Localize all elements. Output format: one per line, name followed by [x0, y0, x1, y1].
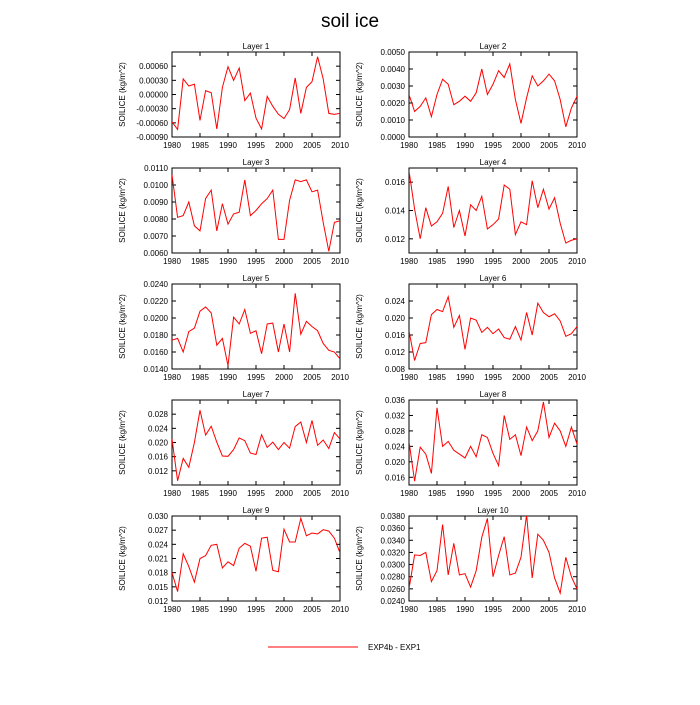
x-tick-label: 1995 — [484, 141, 502, 150]
y-tick-label: 0.0380 — [380, 512, 405, 521]
x-tick-label: 2000 — [275, 373, 293, 382]
series-line — [409, 402, 577, 481]
x-tick-label: 1980 — [400, 605, 418, 614]
y-axis-label: SOILICE (kg/m^2) — [355, 410, 364, 475]
x-tick-label: 2000 — [275, 489, 293, 498]
series-line — [172, 410, 340, 480]
x-tick-label: 1990 — [219, 141, 237, 150]
x-tick-label: 2000 — [275, 257, 293, 266]
y-tick-label: 0.0040 — [380, 65, 405, 74]
plot-frame — [172, 400, 340, 485]
x-tick-label: 2000 — [275, 605, 293, 614]
y-tick-label: 0.027 — [147, 526, 168, 536]
y-tick-label: 0.024 — [384, 442, 405, 452]
x-tick-label: 1990 — [456, 141, 474, 150]
x-tick-label: 1995 — [247, 373, 265, 382]
x-tick-label: 2005 — [540, 257, 558, 266]
panel-layer-1 — [118, 42, 349, 150]
y-tick-label: 0.0110 — [144, 164, 168, 173]
y-tick-label: 0.015 — [147, 582, 168, 592]
y-tick-label: 0.016 — [384, 178, 405, 188]
legend — [268, 643, 421, 652]
y-axis-label: SOILICE (kg/m^2) — [355, 526, 364, 591]
y-tick-label: 0.0050 — [380, 48, 405, 57]
x-tick-label: 2005 — [540, 489, 558, 498]
x-tick-label: 1990 — [219, 373, 237, 382]
y-tick-label: 0.0300 — [380, 560, 405, 570]
y-axis-label: SOILICE (kg/m^2) — [118, 178, 127, 243]
x-tick-label: 1980 — [400, 257, 418, 266]
y-tick-label: 0.0240 — [143, 280, 168, 289]
y-tick-label: 0.030 — [147, 512, 168, 521]
y-axis-label: SOILICE (kg/m^2) — [355, 294, 364, 359]
x-tick-label: 1990 — [219, 605, 237, 614]
x-tick-label: 1995 — [247, 605, 265, 614]
x-tick-label: 2010 — [568, 141, 586, 150]
x-tick-label: 1980 — [163, 489, 181, 498]
x-tick-label: 2005 — [303, 141, 321, 150]
x-tick-label: 1985 — [428, 141, 446, 150]
x-tick-label: 2000 — [512, 489, 530, 498]
legend-label: EXP4b - EXP1 — [368, 643, 421, 652]
y-tick-label: 0.028 — [147, 410, 168, 420]
y-tick-label: 0.012 — [384, 234, 405, 244]
y-tick-label: 0.0140 — [143, 365, 168, 374]
x-tick-label: 2010 — [331, 605, 349, 614]
x-tick-label: 1985 — [428, 605, 446, 614]
plot-frame — [172, 284, 340, 369]
y-axis-label: SOILICE (kg/m^2) — [355, 62, 364, 127]
y-tick-label: 0.0010 — [380, 116, 405, 125]
y-tick-label: 0.020 — [147, 438, 168, 448]
y-tick-label: 0.0360 — [380, 524, 405, 534]
x-tick-label: 2000 — [512, 373, 530, 382]
y-axis-label: SOILICE (kg/m^2) — [118, 526, 127, 591]
series-line — [409, 297, 577, 361]
y-tick-label: 0.014 — [384, 206, 405, 216]
x-tick-label: 1985 — [191, 141, 209, 150]
plot-frame — [172, 516, 340, 601]
panel-title: Layer 5 — [242, 274, 270, 283]
y-tick-label: 0.00060 — [139, 62, 168, 72]
panel-layer-2 — [355, 42, 586, 150]
y-tick-label: 0.0280 — [380, 572, 405, 582]
panel-title: Layer 6 — [479, 274, 507, 283]
y-tick-label: 0.012 — [384, 348, 405, 357]
plot-frame — [409, 284, 577, 369]
y-tick-label: 0.016 — [384, 331, 405, 340]
series-line — [172, 293, 340, 365]
y-tick-label: 0.0200 — [143, 314, 168, 323]
y-tick-label: 0.024 — [147, 540, 168, 550]
x-tick-label: 1985 — [428, 489, 446, 498]
y-tick-label: 0.008 — [384, 365, 405, 374]
y-tick-label: 0.00000 — [139, 90, 168, 100]
y-tick-label: 0.0090 — [143, 198, 168, 207]
x-tick-label: 2005 — [303, 605, 321, 614]
y-tick-label: 0.021 — [147, 554, 168, 564]
x-tick-label: 2000 — [512, 141, 530, 150]
x-tick-label: 2000 — [512, 605, 530, 614]
plot-frame — [409, 168, 577, 253]
y-tick-label: 0.012 — [147, 466, 168, 476]
series-line — [409, 171, 577, 243]
x-tick-label: 1990 — [219, 257, 237, 266]
panels — [118, 42, 586, 614]
panel-title: Layer 2 — [479, 42, 507, 51]
x-tick-label: 1985 — [191, 373, 209, 382]
y-tick-label: 0.0180 — [143, 331, 168, 340]
x-tick-label: 2010 — [331, 257, 349, 266]
y-tick-label: 0.0260 — [380, 584, 405, 594]
y-tick-label: -0.00030 — [136, 104, 168, 114]
panel-layer-6 — [355, 274, 586, 382]
x-tick-label: 1995 — [247, 141, 265, 150]
panel-title: Layer 1 — [242, 42, 270, 51]
x-tick-label: 1985 — [191, 489, 209, 498]
x-tick-label: 1995 — [484, 489, 502, 498]
y-tick-label: 0.0060 — [143, 249, 168, 258]
y-tick-label: 0.0320 — [380, 548, 405, 558]
x-tick-label: 1985 — [428, 257, 446, 266]
y-tick-label: 0.0240 — [380, 597, 405, 606]
x-tick-label: 1990 — [456, 489, 474, 498]
y-tick-label: 0.016 — [147, 452, 168, 462]
panel-layer-5 — [118, 274, 349, 382]
x-tick-label: 2005 — [303, 257, 321, 266]
plot-frame — [409, 52, 577, 137]
panel-title: Layer 10 — [477, 506, 509, 515]
panel-title: Layer 7 — [242, 390, 270, 399]
series-line — [172, 57, 340, 130]
series-line — [409, 515, 577, 593]
x-tick-label: 1980 — [163, 373, 181, 382]
y-axis-label: SOILICE (kg/m^2) — [118, 410, 127, 475]
panel-layer-10 — [355, 506, 586, 614]
y-tick-label: 0.020 — [384, 314, 405, 323]
x-tick-label: 2010 — [568, 605, 586, 614]
y-tick-label: 0.0000 — [380, 133, 405, 142]
panel-title: Layer 8 — [479, 390, 507, 399]
panel-layer-4 — [355, 158, 586, 266]
x-tick-label: 2000 — [275, 141, 293, 150]
y-tick-label: 0.024 — [384, 297, 405, 306]
series-line — [409, 64, 577, 127]
x-tick-label: 1980 — [400, 141, 418, 150]
y-axis-label: SOILICE (kg/m^2) — [118, 62, 127, 127]
x-tick-label: 1990 — [456, 605, 474, 614]
x-tick-label: 1980 — [163, 257, 181, 266]
y-tick-label: 0.0100 — [143, 181, 168, 190]
y-tick-label: 0.0070 — [143, 232, 168, 241]
panel-layer-9 — [118, 506, 349, 614]
x-tick-label: 1995 — [484, 257, 502, 266]
y-tick-label: 0.0020 — [380, 99, 405, 108]
x-tick-label: 1990 — [219, 489, 237, 498]
panel-layer-7 — [118, 390, 349, 498]
panel-layer-8 — [355, 390, 586, 498]
series-line — [172, 518, 340, 591]
y-tick-label: 0.0220 — [143, 297, 168, 306]
x-tick-label: 2010 — [331, 489, 349, 498]
x-tick-label: 2005 — [303, 489, 321, 498]
y-tick-label: 0.016 — [384, 473, 405, 483]
x-tick-label: 1995 — [484, 605, 502, 614]
x-tick-label: 1980 — [400, 373, 418, 382]
y-axis-label: SOILICE (kg/m^2) — [118, 294, 127, 359]
y-tick-label: 0.0030 — [380, 82, 405, 91]
y-tick-label: 0.0080 — [143, 215, 168, 224]
x-tick-label: 2010 — [568, 373, 586, 382]
y-tick-label: -0.00060 — [136, 118, 168, 128]
x-tick-label: 2010 — [331, 373, 349, 382]
panel-title: Layer 4 — [479, 158, 507, 167]
y-tick-label: 0.020 — [384, 457, 405, 467]
y-tick-label: 0.012 — [147, 597, 168, 606]
x-tick-label: 1990 — [456, 373, 474, 382]
x-tick-label: 1995 — [484, 373, 502, 382]
x-tick-label: 2000 — [512, 257, 530, 266]
x-tick-label: 2010 — [568, 489, 586, 498]
y-tick-label: -0.00090 — [136, 133, 168, 142]
y-axis-label: SOILICE (kg/m^2) — [355, 178, 364, 243]
x-tick-label: 1990 — [456, 257, 474, 266]
x-tick-label: 2010 — [331, 141, 349, 150]
x-tick-label: 1985 — [428, 373, 446, 382]
plot-frame — [172, 52, 340, 137]
x-tick-label: 1995 — [247, 257, 265, 266]
y-tick-label: 0.028 — [384, 426, 405, 436]
y-tick-label: 0.018 — [147, 568, 168, 578]
panel-title: Layer 9 — [242, 506, 270, 515]
x-tick-label: 1985 — [191, 257, 209, 266]
y-tick-label: 0.024 — [147, 424, 168, 434]
plot-frame — [409, 516, 577, 601]
x-tick-label: 1980 — [163, 141, 181, 150]
y-tick-label: 0.00030 — [139, 76, 168, 86]
main-title: soil ice — [320, 11, 380, 32]
y-tick-label: 0.036 — [384, 396, 405, 405]
y-tick-label: 0.0160 — [143, 348, 168, 357]
panel-title: Layer 3 — [242, 158, 270, 167]
x-tick-label: 1985 — [191, 605, 209, 614]
x-tick-label: 2005 — [540, 605, 558, 614]
y-tick-label: 0.0340 — [380, 536, 405, 546]
series-line — [172, 175, 340, 252]
x-tick-label: 2005 — [540, 373, 558, 382]
x-tick-label: 1980 — [400, 489, 418, 498]
x-tick-label: 2010 — [568, 257, 586, 266]
panel-layer-3 — [118, 158, 349, 266]
y-tick-label: 0.032 — [384, 411, 405, 421]
x-tick-label: 2005 — [303, 373, 321, 382]
x-tick-label: 2005 — [540, 141, 558, 150]
x-tick-label: 1995 — [247, 489, 265, 498]
x-tick-label: 1980 — [163, 605, 181, 614]
